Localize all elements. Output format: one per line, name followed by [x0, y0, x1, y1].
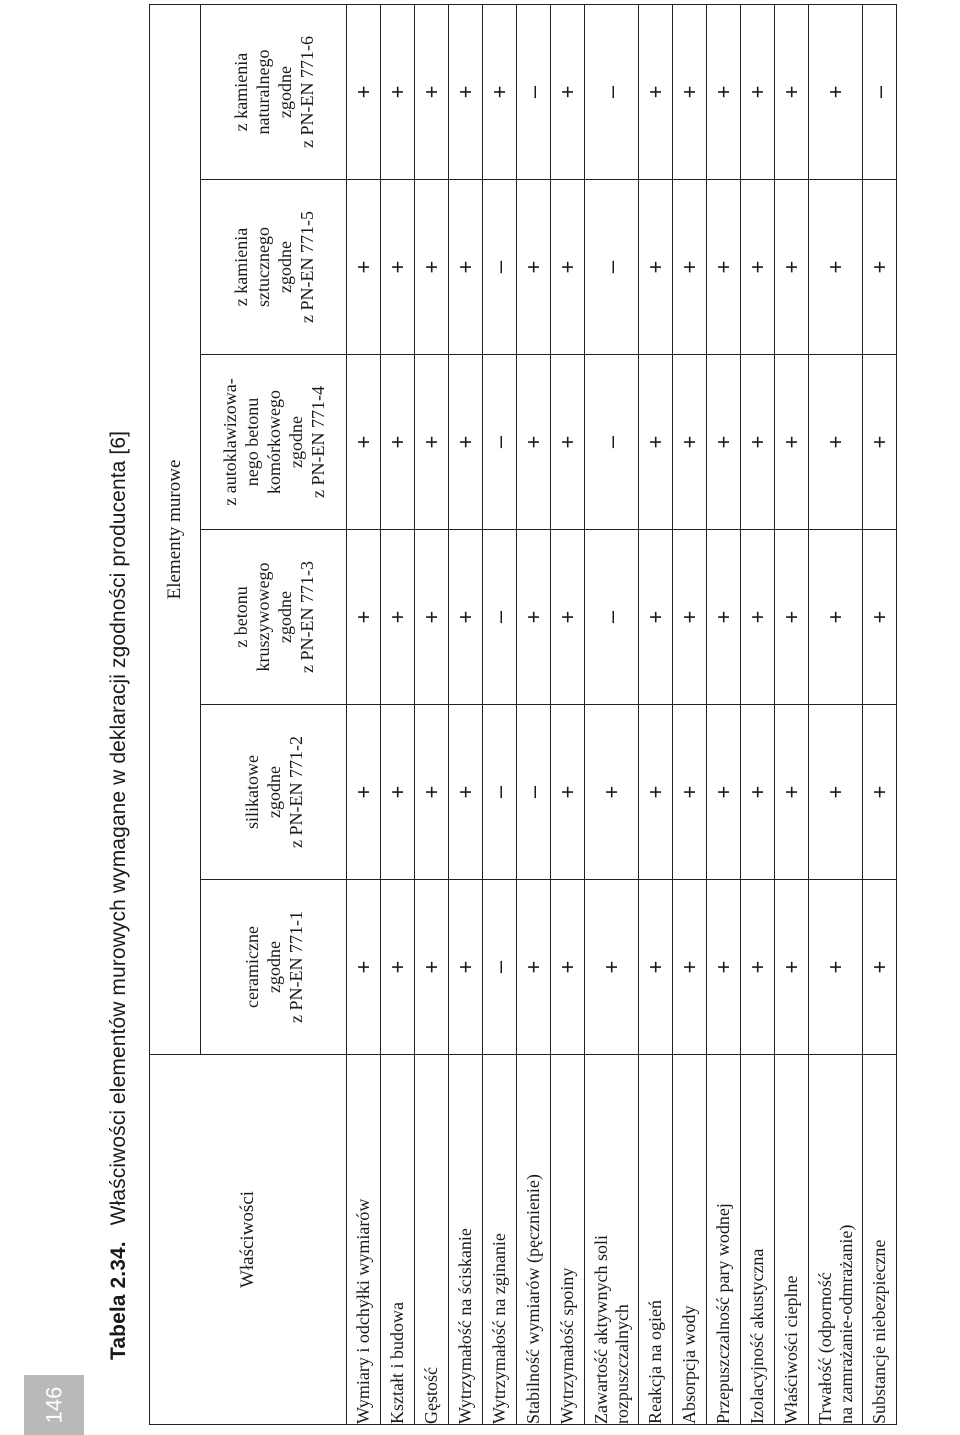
value-cell: + — [809, 880, 863, 1055]
value-cell: + — [809, 705, 863, 880]
column-header-line: nego betonu — [241, 397, 262, 487]
value-cell: + — [381, 880, 415, 1055]
property-name-cell — [639, 1055, 673, 1425]
value-cell: + — [775, 4, 809, 179]
property-name: Wymiary i odchyłki wymiarów — [353, 1198, 373, 1424]
property-name: Stabilność wymiarów (pęcznienie) — [523, 1174, 543, 1424]
value-cell: + — [449, 705, 483, 880]
value-cell: – — [585, 180, 639, 355]
value-cell: + — [639, 355, 673, 530]
value-cell: + — [585, 705, 639, 880]
value-cell: + — [381, 705, 415, 880]
value-cell: + — [585, 880, 639, 1055]
table-caption — [95, 431, 143, 1360]
table-row — [775, 4, 809, 1424]
value-cell: + — [639, 880, 673, 1055]
column-header-line: z kamienia — [230, 227, 251, 307]
column-header-line: komórkowego — [263, 390, 284, 494]
column-header-6 — [201, 4, 347, 179]
value-cell: – — [483, 705, 517, 880]
column-header-line: zgodne — [274, 66, 295, 118]
column-header-line: naturalnego — [252, 49, 273, 135]
value-cell: + — [347, 180, 381, 355]
value-cell: + — [673, 705, 707, 880]
property-name: Właściwości cieplne — [781, 1275, 801, 1424]
column-header-4 — [201, 355, 347, 530]
table-row — [551, 4, 585, 1424]
value-cell: + — [347, 705, 381, 880]
column-header-1 — [201, 880, 347, 1055]
value-cell: + — [483, 4, 517, 179]
table-row — [585, 4, 639, 1424]
column-header-line: zgodne — [274, 241, 295, 293]
value-cell: + — [639, 4, 673, 179]
value-cell: + — [551, 705, 585, 880]
column-header-line: z PN-EN 771-5 — [296, 211, 317, 323]
value-cell: + — [707, 880, 741, 1055]
table-body — [347, 4, 897, 1424]
property-name-cell — [381, 1055, 415, 1425]
property-name: Wytrzymałość spoiny — [557, 1267, 577, 1424]
property-name: Absorpcja wody — [679, 1305, 699, 1424]
caption-text: Właściwości elementów murowych wymagane w deklaracji zgodności producenta [6] — [107, 430, 130, 1226]
value-cell: + — [775, 705, 809, 880]
table-row — [863, 4, 897, 1424]
value-cell: + — [775, 880, 809, 1055]
property-name: Izolacyjność akustyczna — [747, 1248, 767, 1424]
property-name-cell — [415, 1055, 449, 1425]
table-row — [381, 4, 415, 1424]
column-header-line: z PN-EN 771-6 — [296, 36, 317, 148]
column-header-line: z PN-EN 771-1 — [285, 911, 306, 1023]
value-cell: + — [863, 880, 897, 1055]
property-name-cell — [673, 1055, 707, 1425]
value-cell: + — [551, 880, 585, 1055]
value-cell: – — [483, 355, 517, 530]
table-row — [707, 4, 741, 1424]
value-cell: + — [741, 530, 775, 705]
value-cell: + — [415, 180, 449, 355]
value-cell: + — [741, 705, 775, 880]
property-name-cell — [775, 1055, 809, 1425]
column-header-line: kruszywowego — [252, 562, 273, 672]
value-cell: + — [707, 180, 741, 355]
value-cell: + — [809, 355, 863, 530]
value-cell: – — [585, 4, 639, 179]
property-name-cell — [517, 1055, 551, 1425]
value-cell: – — [483, 880, 517, 1055]
value-cell: + — [517, 530, 551, 705]
value-cell: + — [809, 530, 863, 705]
value-cell: + — [673, 4, 707, 179]
property-name-cell — [347, 1055, 381, 1425]
property-name: Trwałość (odporność — [814, 1272, 835, 1424]
value-cell: + — [863, 705, 897, 880]
value-cell: + — [707, 530, 741, 705]
value-cell: + — [741, 880, 775, 1055]
property-name: Wytrzymałość na zginanie — [489, 1233, 509, 1424]
value-cell: + — [381, 180, 415, 355]
value-cell: + — [551, 4, 585, 179]
property-name-cell — [585, 1055, 639, 1425]
group-header: Elementy murowe — [150, 4, 201, 1054]
property-name-cell — [551, 1055, 585, 1425]
value-cell: + — [551, 355, 585, 530]
value-cell: – — [517, 4, 551, 179]
value-cell: – — [585, 530, 639, 705]
value-cell: + — [639, 180, 673, 355]
value-cell: + — [863, 355, 897, 530]
property-name-cell — [809, 1055, 863, 1425]
value-cell: + — [775, 530, 809, 705]
value-cell: – — [483, 180, 517, 355]
property-name-cell — [449, 1055, 483, 1425]
value-cell: + — [673, 180, 707, 355]
value-cell: + — [639, 705, 673, 880]
value-cell: + — [415, 530, 449, 705]
column-header-line: zgodne — [274, 591, 295, 643]
table-row — [483, 4, 517, 1424]
value-cell: + — [381, 355, 415, 530]
value-cell: – — [585, 355, 639, 530]
column-header-line: z kamienia — [230, 52, 251, 132]
property-name: Reakcja na ogień — [645, 1300, 665, 1424]
table-row — [741, 4, 775, 1424]
column-header-line: z PN-EN 771-4 — [307, 386, 328, 498]
value-cell: + — [673, 355, 707, 530]
column-header-line: z PN-EN 771-3 — [296, 561, 317, 673]
column-header-2 — [201, 705, 347, 880]
property-name: Substancje niebezpieczne — [869, 1239, 889, 1424]
value-cell: + — [639, 530, 673, 705]
property-name: Gęstość — [421, 1367, 441, 1424]
property-name: rozpuszczalnych — [611, 1304, 632, 1424]
table-row — [415, 4, 449, 1424]
caption-label: Tabela 2.34. — [107, 1241, 130, 1360]
value-cell: – — [517, 705, 551, 880]
property-name: Zawartość aktywnych soli — [590, 1235, 611, 1424]
column-header-line: zgodne — [263, 941, 284, 993]
table-row — [639, 4, 673, 1424]
value-cell: + — [741, 355, 775, 530]
value-cell: + — [741, 4, 775, 179]
value-cell: + — [707, 355, 741, 530]
value-cell: + — [347, 880, 381, 1055]
value-cell: + — [863, 530, 897, 705]
value-cell: + — [415, 880, 449, 1055]
rotated-table-page — [95, 0, 960, 1425]
column-header-line: zgodne — [263, 766, 284, 818]
property-name: Kształt i budowa — [387, 1302, 407, 1424]
value-cell: + — [673, 880, 707, 1055]
value-cell: + — [449, 355, 483, 530]
page-number: 146 — [41, 1386, 66, 1424]
value-cell: + — [517, 880, 551, 1055]
property-name-cell — [707, 1055, 741, 1425]
column-header-line: z autoklawizowa- — [219, 378, 240, 506]
value-cell: – — [863, 4, 897, 179]
property-name-cell — [741, 1055, 775, 1425]
column-header-line: ceramiczne — [241, 926, 262, 1008]
column-header-line: z betonu — [230, 586, 251, 648]
column-header-5 — [201, 180, 347, 355]
value-cell: + — [707, 4, 741, 179]
value-cell: + — [449, 180, 483, 355]
properties-table — [149, 4, 897, 1425]
value-cell: + — [551, 530, 585, 705]
column-header-line: silikatowe — [241, 755, 262, 829]
property-name: na zamrażanie-odmrażanie) — [835, 1224, 856, 1424]
value-cell: + — [517, 355, 551, 530]
value-cell: + — [347, 355, 381, 530]
value-cell: + — [673, 530, 707, 705]
table-row — [809, 4, 863, 1424]
property-column-header: Właściwości — [150, 1055, 347, 1425]
value-cell: + — [517, 180, 551, 355]
value-cell: + — [347, 4, 381, 179]
value-cell: + — [347, 530, 381, 705]
property-name-cell — [863, 1055, 897, 1425]
value-cell: + — [707, 705, 741, 880]
column-header-line: z PN-EN 771-2 — [285, 736, 306, 848]
value-cell: + — [449, 4, 483, 179]
value-cell: + — [415, 4, 449, 179]
value-cell: + — [775, 355, 809, 530]
table-row — [449, 4, 483, 1424]
value-cell: + — [381, 4, 415, 179]
value-cell: + — [415, 705, 449, 880]
value-cell: + — [809, 180, 863, 355]
column-header-3 — [201, 530, 347, 705]
value-cell: + — [415, 355, 449, 530]
table-row — [517, 4, 551, 1424]
property-name: Wytrzymałość na ściskanie — [455, 1228, 475, 1424]
table-row — [347, 4, 381, 1424]
value-cell: + — [449, 530, 483, 705]
value-cell: + — [381, 530, 415, 705]
column-header-line: sztucznego — [252, 227, 273, 307]
value-cell: + — [449, 880, 483, 1055]
value-cell: – — [483, 530, 517, 705]
property-name-cell — [483, 1055, 517, 1425]
page-number-tab — [24, 1375, 84, 1435]
value-cell: + — [809, 4, 863, 179]
value-cell: + — [863, 180, 897, 355]
value-cell: + — [551, 180, 585, 355]
value-cell: + — [741, 180, 775, 355]
property-name: Przepuszczalność pary wodnej — [713, 1203, 733, 1424]
table-row — [673, 4, 707, 1424]
column-header-line: zgodne — [285, 416, 306, 468]
value-cell: + — [775, 180, 809, 355]
